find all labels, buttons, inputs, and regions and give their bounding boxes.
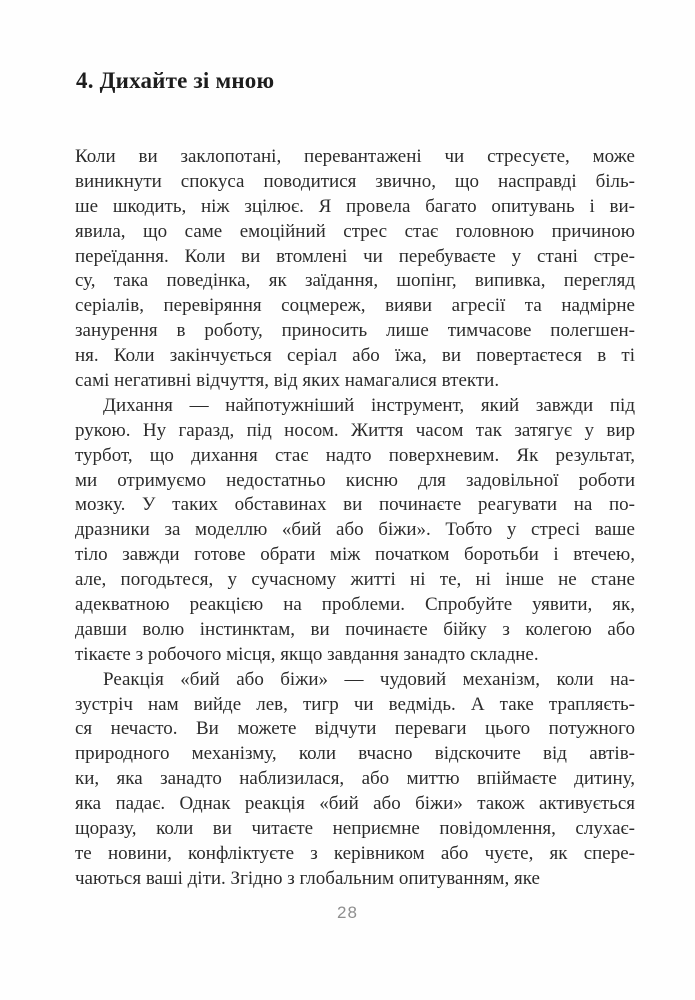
text-line: серіалів, перевіряння соцмереж, вияви агресії та надмірне <box>75 295 635 317</box>
body-text <box>75 145 635 892</box>
text-line: давши волю інстинктам, ви починаєте бійку з колегою або <box>75 618 635 640</box>
text-line: щоразу, коли ви читаєте неприємне повідомлення, слухає- <box>75 818 635 840</box>
text-line: виникнути спокуса поводитися звично, що насправді біль- <box>75 170 635 192</box>
text-line: ше шкодить, ніж зцілює. Я провела багато опитувань і ви- <box>75 195 635 217</box>
text-line: Реакція «бий або біжи» — чудовий механізм, коли на- <box>103 668 635 690</box>
text-line: природного механізму, коли вчасно відскочите від автів- <box>75 743 635 765</box>
page-number: 28 <box>337 903 358 922</box>
text-line: су, така поведінка, як заїдання, шопінг, випивка, перегляд <box>75 270 635 292</box>
text-line: адекватною реакцією на проблеми. Спробуйте уявити, як, <box>75 594 635 616</box>
text-line: чаються ваші діти. Згідно з глобальним опитуванням, яке <box>75 867 540 889</box>
text-line: самі негативні відчуття, від яких намагалися втекти. <box>75 370 500 392</box>
text-line: мозку. У таких обставинах ви починаєте реагувати на по- <box>75 494 635 516</box>
text-line: те новини, конфліктуєте з керівником або чуєте, як спере- <box>75 842 635 864</box>
text-line: ся нечасто. Ви можете відчути переваги цього потужного <box>75 718 635 740</box>
text-line: Дихання — найпотужніший інструмент, який завжди під <box>103 394 635 416</box>
text-line: ки, яка занадто наблизилася, або миттю впіймаєте дитину, <box>75 768 635 790</box>
text-line: рукою. Ну гаразд, під носом. Життя часом так затягує у вир <box>75 419 635 441</box>
text-line: яка падає. Однак реакція «бий або біжи» також активується <box>75 793 635 815</box>
text-line: тікаєте з робочого місця, якщо завдання занадто складне. <box>75 643 539 665</box>
text-line: ня. Коли закінчується серіал або їжа, ви повертаєтеся в ті <box>75 345 635 367</box>
text-line: ми отримуємо недостатньо кисню для задовільної роботи <box>75 469 635 491</box>
text-line: переїдання. Коли ви втомлені чи перебуваєте у стані стре- <box>75 245 635 267</box>
text-line: Коли ви заклопотані, перевантажені чи стресуєте, може <box>75 146 635 167</box>
text-line: дразники за моделлю «бий або біжи». Тобто у стресі ваше <box>75 519 635 541</box>
text-line: занурення в роботу, приносить лише тимчасове полегшен- <box>75 320 635 342</box>
text-line: зустріч нам вийде лев, тигр чи ведмідь. А таке трапляєть- <box>75 693 635 715</box>
text-line: турбот, що дихання стає надто поверхневим. Як результат, <box>75 444 635 466</box>
text-line: тіло завжди готове обрати між початком боротьби і втечею, <box>75 544 635 566</box>
chapter-title: 4. Дихайте зі мною <box>76 68 275 93</box>
text-line: але, погодьтеся, у сучасному житті ні те, ні інше не стане <box>75 569 635 591</box>
text-line: явила, що саме емоційний стрес стає головною причиною <box>75 220 635 242</box>
